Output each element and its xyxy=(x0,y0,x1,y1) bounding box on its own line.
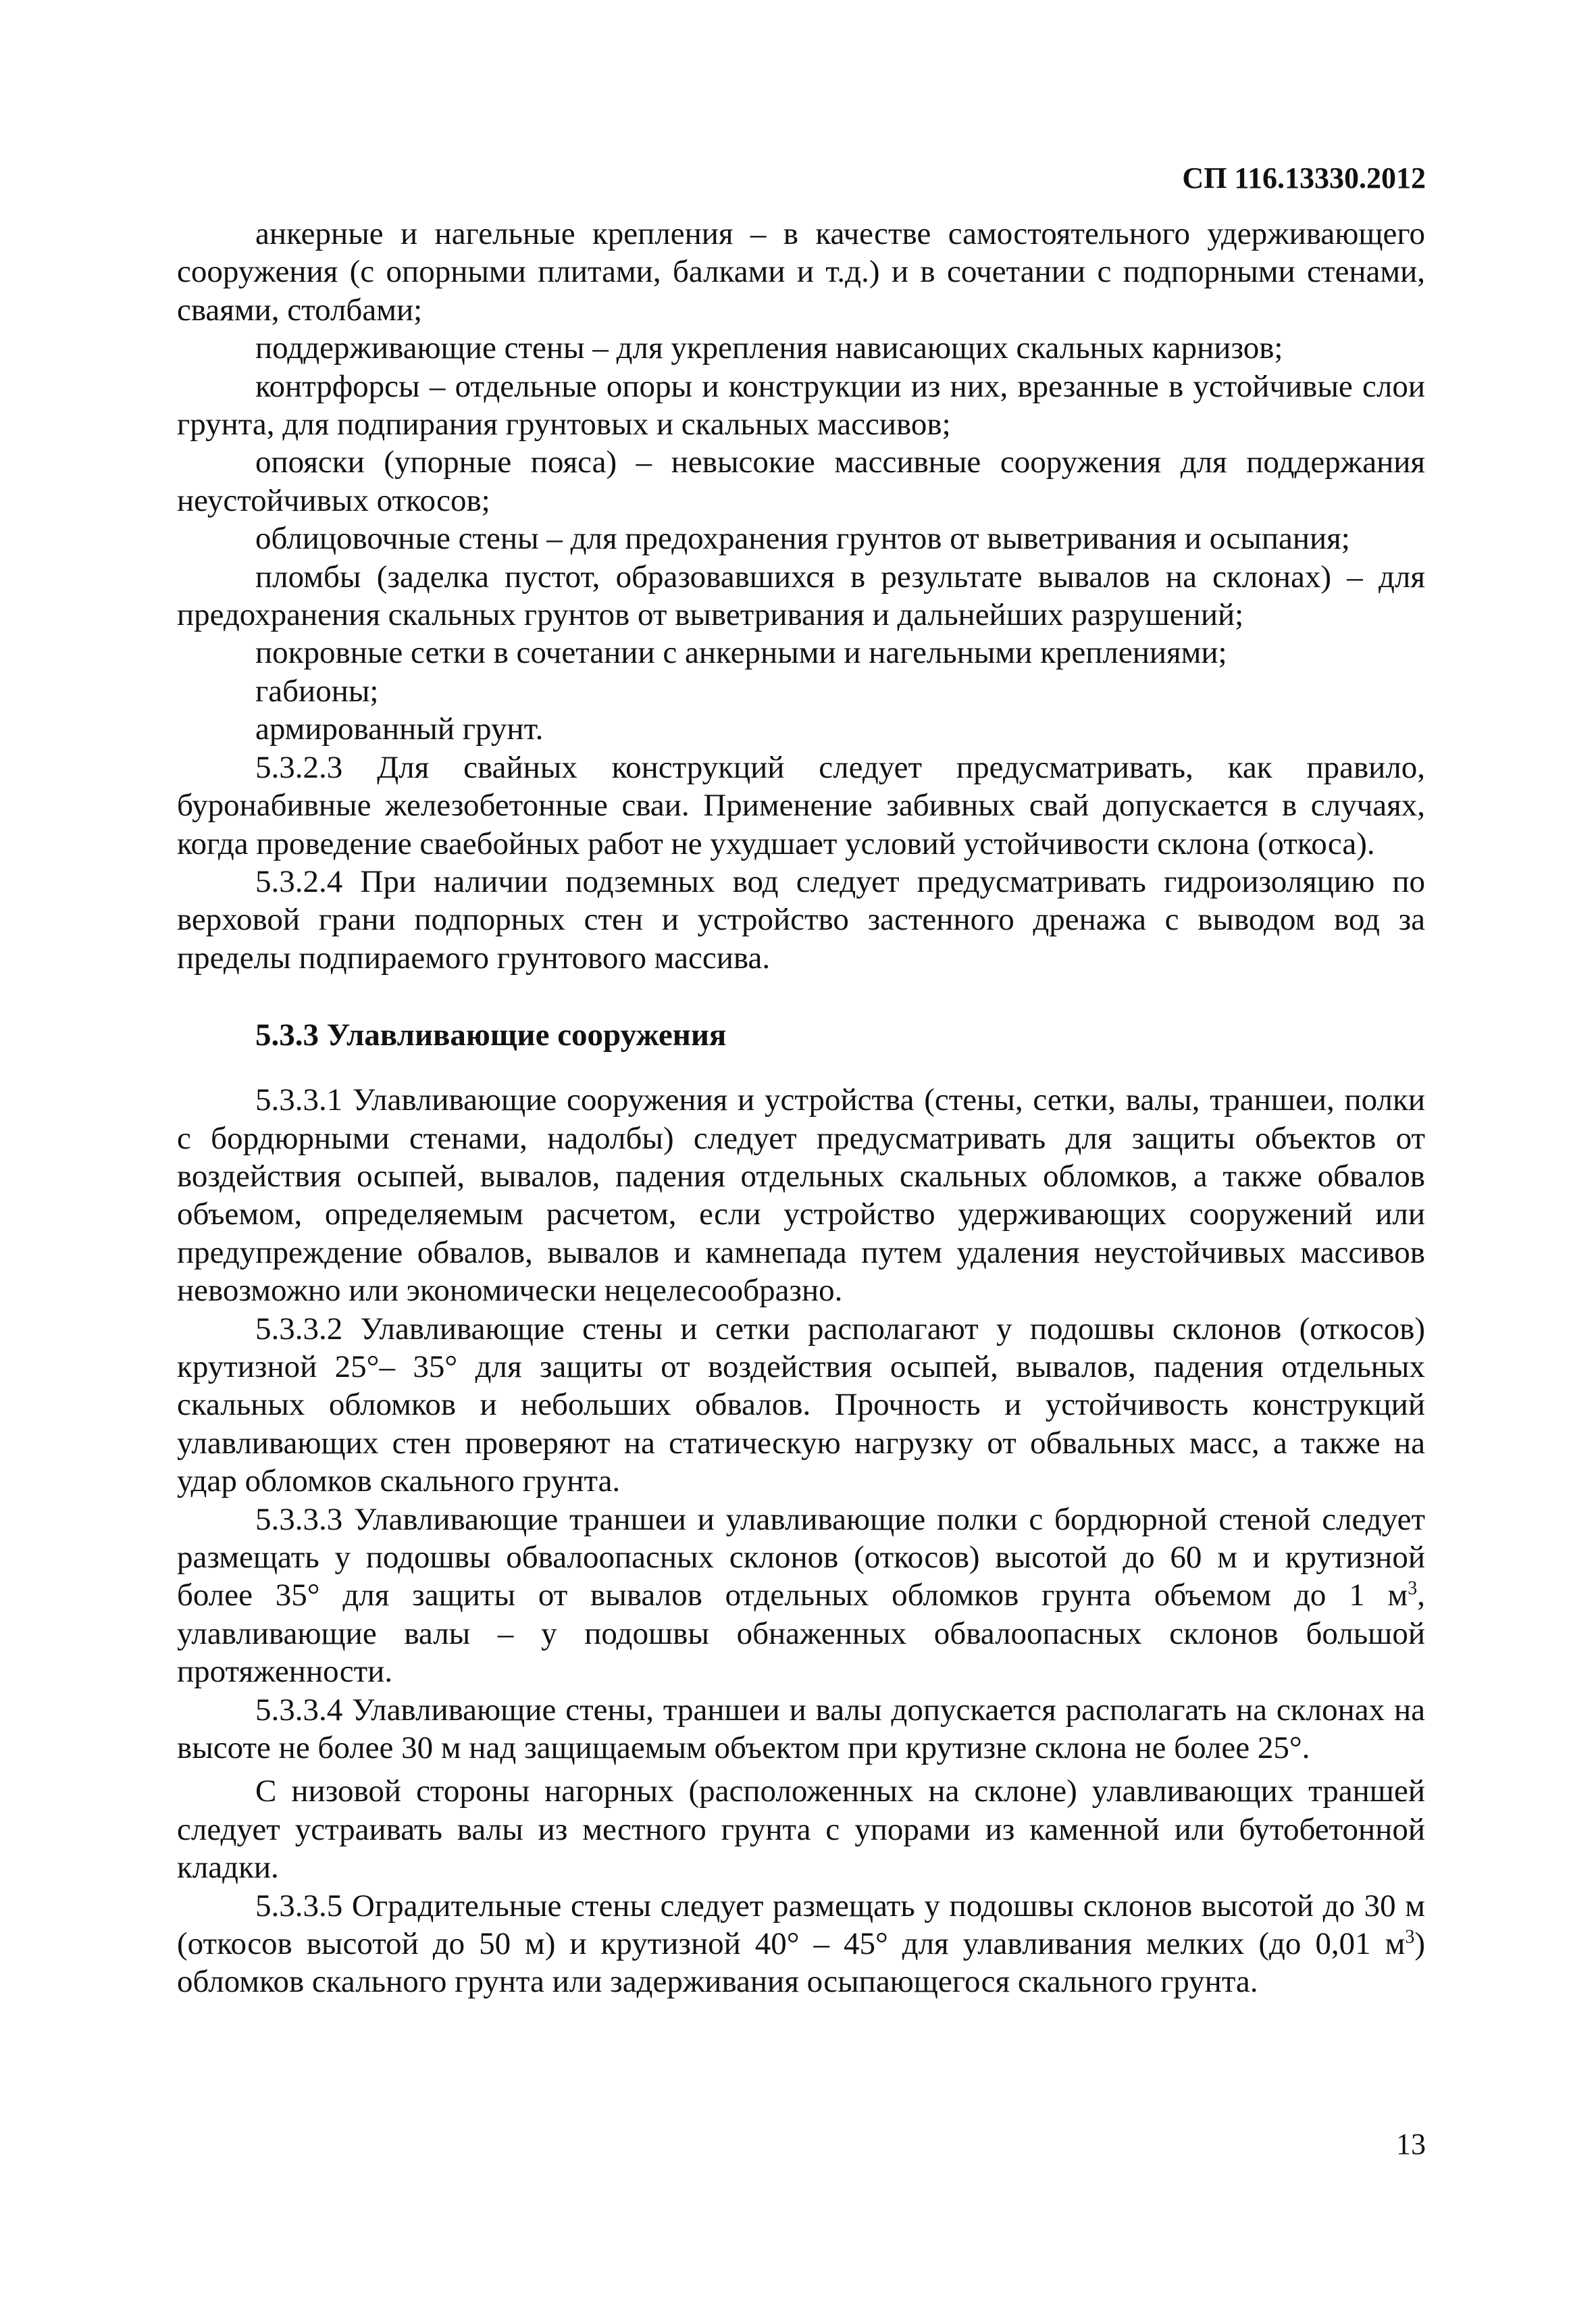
page-number: 13 xyxy=(1396,2128,1426,2161)
paragraph-belts: опояски (упорные пояса) – невысокие массивные сооружения для поддержания неустойчивых откосов; xyxy=(177,445,1425,518)
paragraph-5-3-3-1: 5.3.3.1 Улавливающие сооружения и устройства (стены, сетки, валы, траншеи, полки с бордюрными стенами, надолбы) следует предусматривать для защиты объектов от воздействия осыпей, вывалов, падения отдельных скальных обломков, а также обвалов объемом, определяемым расчетом, если устройство удерживающих сооружений или предупреждение обвалов, вывалов и камнепада путем удаления неустойчивых массивов невозможно или экономически нецелесообразно. xyxy=(177,1082,1425,1309)
paragraph-cover-nets: покровные сетки в сочетании с анкерными и нагельными креплениями; xyxy=(255,635,1227,671)
paragraph-facing-walls: облицовочные стены – для предохранения грунтов от выветривания и осыпания; xyxy=(255,521,1350,557)
paragraph-5-3-3-5-text-b: ) обломков скального грунта или задерживания осыпающегося скального грунта. xyxy=(177,1926,1425,2000)
paragraph-5-3-3-2: 5.3.3.2 Улавливающие стены и сетки располагают у подошвы склонов (откосов) крутизной 25°– 35° для защиты от воздействия осыпей, вывалов, падения отдельных скальных обломков и небольших обвалов. Прочность и устойчивость конструкций улавливающих стен проверяют на статическую нагрузку от обвальных масс, а также на удар обломков скального грунта. xyxy=(177,1311,1425,1499)
paragraph-seals: пломбы (заделка пустот, образовавшихся в результате вывалов на склонах) – для предохранения скальных грунтов от выветривания и дальнейших разрушений; xyxy=(177,559,1425,633)
paragraph-gabions: габионы; xyxy=(255,673,379,709)
paragraph-5-3-3-5-text-a: 5.3.3.5 Оградительные стены следует размещать у подошвы склонов высотой до 30 м (откосов высотой до 50 м) и крутизной 40° – 45° для улавливания мелких (до 0,01 м xyxy=(177,1888,1425,1962)
paragraph-5-3-2-4: 5.3.2.4 При наличии подземных вод следует предусматривать гидроизоляцию по верховой грани подпорных стен и устройство застенного дренажа с выводом вод за пределы подпираемого грунтового массива. xyxy=(177,863,1425,976)
paragraph-buttresses: контрфорсы – отдельные опоры и конструкции из них, врезанные в устойчивые слои грунта, для подпирания грунтовых и скальных массивов; xyxy=(177,368,1425,443)
paragraph-5-3-3-3-text-b: , улавливающие валы – у подошвы обнаженных обвалоопасных склонов большой протяженности. xyxy=(177,1578,1425,1690)
section-heading: 5.3.3 Улавливающие сооружения xyxy=(255,1017,727,1053)
paragraph-5-3-3-4: 5.3.3.4 Улавливающие стены, траншеи и валы допускается располагать на склонах на высоте не более 30 м над защищаемым объектом при крутизне склона не более 25°. xyxy=(177,1692,1425,1766)
cubic-superscript: 3 xyxy=(1408,1578,1418,1599)
paragraph-5-3-3-3-text-a: 5.3.3.3 Улавливающие траншеи и улавливающие полки с бордюрной стеной следует размещать у подошвы обвалоопасных склонов (откосов) высотой до 60 м и крутизной более 35° для защиты от вывалов отдельных обломков грунта объемом до 1 м xyxy=(177,1501,1425,1613)
paragraph-reinforced-soil: армированный грунт. xyxy=(255,711,544,747)
paragraph-supporting-walls: поддерживающие стены – для укрепления нависающих скальных карнизов; xyxy=(255,330,1283,366)
document-body xyxy=(177,215,1425,2001)
document-code: СП 116.13330.2012 xyxy=(1182,161,1426,195)
paragraph-5-3-2-3: 5.3.2.3 Для свайных конструкций следует предусматривать, как правило, буронабивные железобетонные сваи. Применение забивных свай допускается в случаях, когда проведение сваебойных работ не ухудшает условий устойчивости склона (откоса). xyxy=(177,749,1425,861)
paragraph-5-3-3-5 xyxy=(177,1887,1425,2001)
paragraph-downslope-side: С низовой стороны нагорных (расположенных на склоне) улавливающих траншей следует устраивать валы из местного грунта с упорами из каменной или бутобетонной кладки. xyxy=(177,1774,1425,1886)
paragraph-anchor-fastenings: анкерные и нагельные крепления – в качестве самостоятельного удерживающего сооружения (с опорными плитами, балками и т.д.) и в сочетании с подпорными стенами, сваями, столбами; xyxy=(177,216,1425,328)
paragraph-5-3-3-3 xyxy=(177,1501,1425,1691)
cubic-superscript: 3 xyxy=(1405,1926,1415,1948)
